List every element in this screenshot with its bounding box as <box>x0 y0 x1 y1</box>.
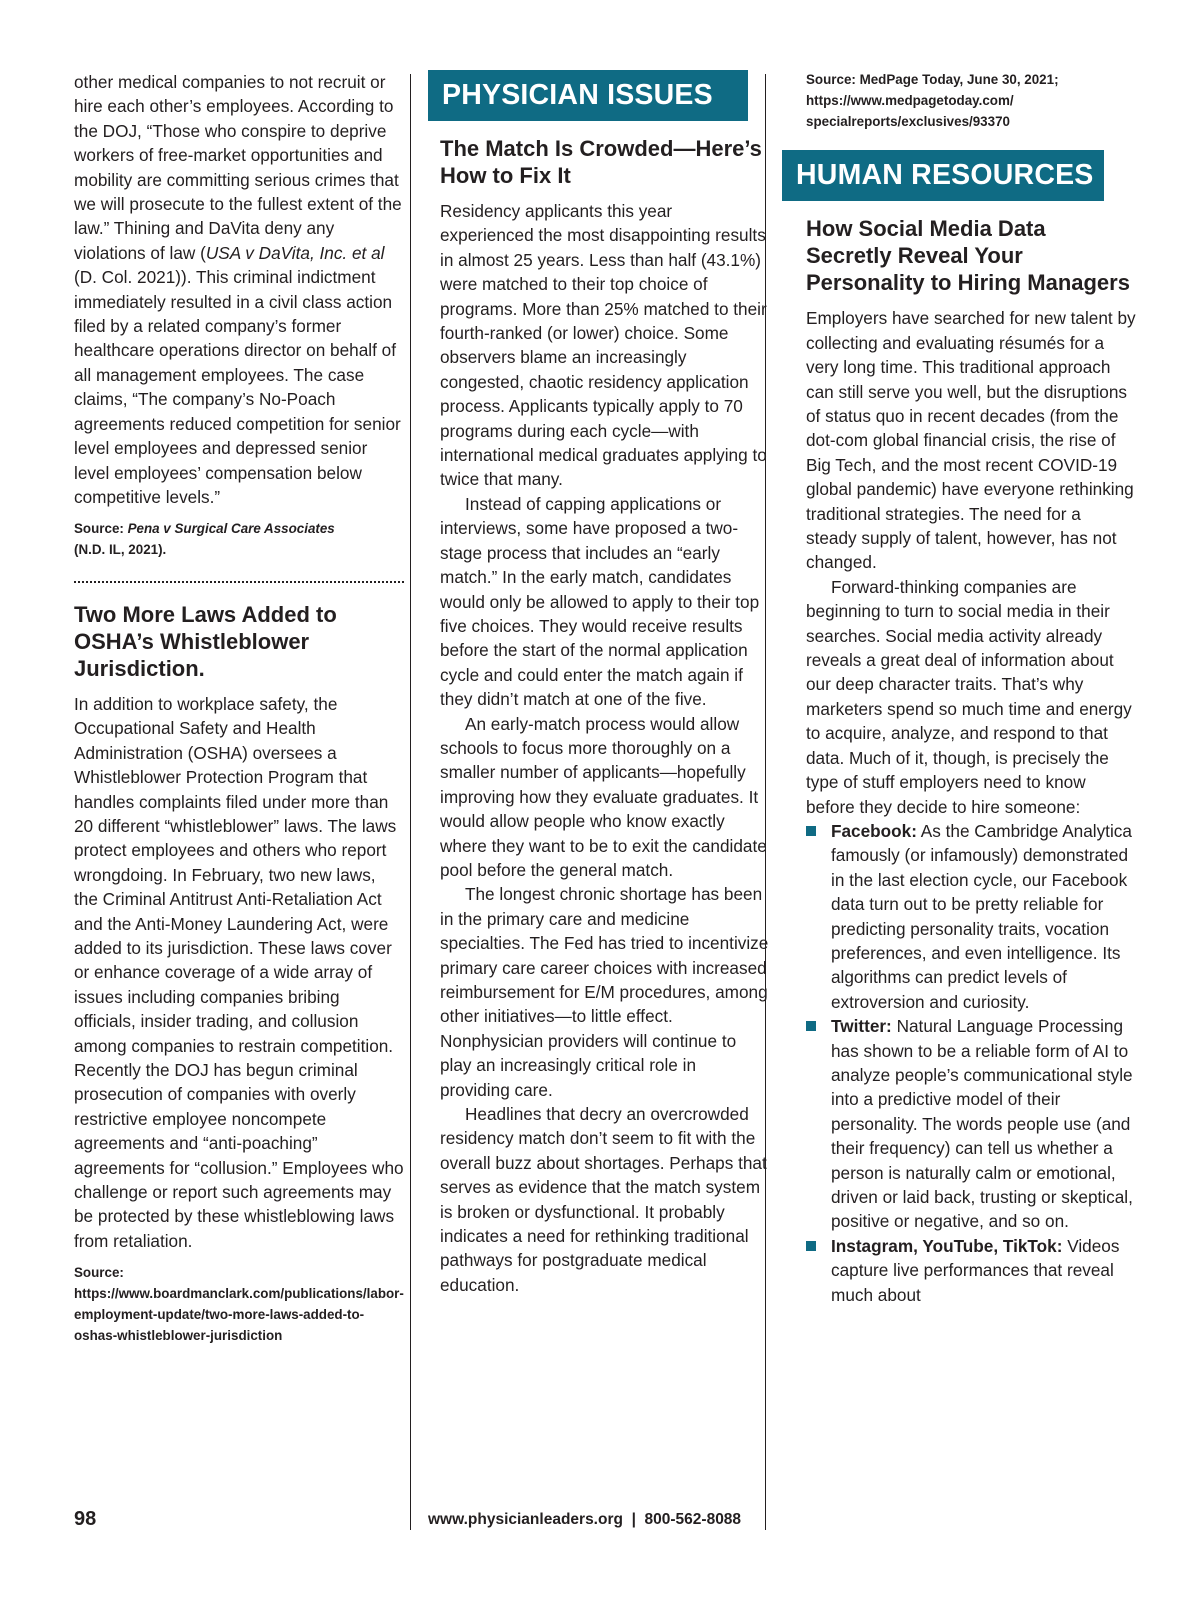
article-paragraph: The longest chronic shortage has been in the primary care and medicine specialties. The Fed has tried to incentivize primary care career choices with increased reimbursement for E/M procedures, among other initiatives—to little effect. Nonphysician providers will continue to play an increasingly critical role in providing care. <box>440 884 769 1100</box>
source-citation: Source: MedPage Today, June 30, 2021; https://www.medpagetoday.com/ specialreports/exclusives/93370 <box>806 72 1059 129</box>
column-divider <box>765 74 766 1530</box>
square-bullet-icon <box>806 826 816 836</box>
section-banner: HUMAN RESOURCES <box>782 150 1104 201</box>
column-right <box>796 70 1136 1307</box>
square-bullet-icon <box>806 1021 816 1031</box>
list-item: Instagram, YouTube, TikTok: Videos capture live performances that reveal much about <box>806 1234 1136 1307</box>
article-paragraph: Instead of capping applications or interviews, some have proposed a two-stage process that includes an “early match.” In the early match, candidates would only be allowed to apply to their top five choices. They would receive results before the start of the normal application cycle and could enter the match again if they didn’t match at one of the five. <box>440 493 760 710</box>
article-paragraph: Headlines that decry an overcrowded residency match don’t seem to fit with the overall buzz about shortages. Perhaps that serves as evidence that the match system is broken or dysfunctional. It probably indicates a need for rethinking traditional pathways for postgraduate medical education. <box>440 1104 767 1295</box>
bullet-list <box>806 819 1136 1307</box>
article-paragraph: Forward-thinking companies are beginning to turn to social media in their searches. Social media activity already reveals a great deal of information about our deep character traits. That’s why marketers spend so much time and energy to acquire, analyze, and respond to that data. Much of it, though, is precisely the type of stuff employers need to know before they decide to hire someone: <box>806 576 1132 817</box>
page-number: 98 <box>74 1508 97 1530</box>
column-left <box>74 70 404 1346</box>
article-paragraph: Employers have searched for new talent by collecting and evaluating résumés for a very long time. This traditional approach can still serve you well, but the disruptions of status quo in recent decades (from the dot-com global financial crisis, the rise of Big Tech, and the most recent COVID-19 global pandemic) have everyone rethinking traditional strategies. The need for a steady supply of talent, however, has not changed. <box>806 308 1136 573</box>
dotted-divider <box>74 581 404 583</box>
continued-article-text: other medical companies to not recruit or hire each other’s employees. According to the DOJ, “Those who conspire to deprive workers of free-market opportunities and mobility are committing serious crimes that we will prosecute to the fullest extent of the law.” Thining and DaVita deny any violations of law (USA v DaVita, Inc. et al (D. Col. 2021)). This criminal indictment immediately resulted in a civil class action filed by a related company’s former healthcare operations director on behalf of all management employees. The case claims, “The company’s No-Poach agreements reduced competition for senior level employees and depressed senior level employees’ compensation below competitive levels.” <box>74 72 402 507</box>
source-citation: Source: https://www.boardmanclark.com/publications/labor-employment-update/two-more-laws-added-to-oshas-whistleblower-jurisdiction <box>74 1265 404 1343</box>
source-citation: Source: Pena v Surgical Care Associates (N.D. IL, 2021). <box>74 521 335 558</box>
list-item: Facebook: As the Cambridge Analytica famously (or infamously) demonstrated in the last election cycle, our Facebook data turn out to be pretty reliable for predicting personality traits, vocation preferences, and even intelligence. Its algorithms can predict levels of extroversion and curiosity. <box>806 819 1136 1014</box>
article-paragraph: An early-match process would allow schools to focus more thoroughly on a smaller number of applicants—hopefully improving how they evaluate graduates. It would allow people who know exactly where they want to be to exit the candidate pool before the general match. <box>440 713 767 880</box>
column-middle <box>440 70 770 1297</box>
article-title: How Social Media Data Secretly Reveal Your Personality to Hiring Managers <box>806 216 1130 296</box>
column-divider <box>410 74 411 1530</box>
article-paragraph: Residency applicants this year experienced the most disappointing results in almost 25 years. Less than half (43.1%) were matched to their top choice of programs. More than 25% matched to their fourth-ranked (or lower) choice. Some observers blame an increasingly congested, chaotic residency application process. Applicants typically apply to 70 programs during each cycle—with international medical graduates applying to twice that many. <box>440 201 767 490</box>
list-item: Twitter: Natural Language Processing has shown to be a reliable form of AI to analyze people’s communicational style into a predictive model of their personality. The words people use (and their frequency) can tell us whether a person is naturally calm or emotional, driven or laid back, trusting or skeptical, positive or negative, and so on. <box>806 1014 1136 1234</box>
case-name: USA v DaVita, Inc. et al <box>205 242 385 263</box>
footer-contact: www.physicianleaders.org | 800-562-8088 <box>428 1511 742 1528</box>
article-title: Two More Laws Added to OSHA’s Whistleblower Jurisdiction. <box>74 601 337 681</box>
square-bullet-icon <box>806 1241 816 1251</box>
article-title: The Match Is Crowded—Here’s How to Fix It <box>440 136 762 188</box>
section-banner: PHYSICIAN ISSUES <box>428 70 748 121</box>
article-body: In addition to workplace safety, the Occupational Safety and Health Administration (OSHA) oversees a Whistleblower Protection Program that handles complaints filed under more than 20 different “whistleblower” laws. The laws protect employees and others who report wrongdoing. In February, two new laws, the Criminal Antitrust Anti-Retaliation Act and the Anti-Money Laundering Act, were added to its jurisdiction. These laws cover or enhance coverage of a wide array of issues including companies bribing officials, insider trading, and collusion among companies to restrain competition. Recently the DOJ has begun criminal prosecution of companies with overly restrictive employee noncompete agreements and “anti-poaching” agreements for “collusion.” Employees who challenge or report such agreements may be protected by these whistleblowing laws from retaliation. <box>74 693 404 1251</box>
